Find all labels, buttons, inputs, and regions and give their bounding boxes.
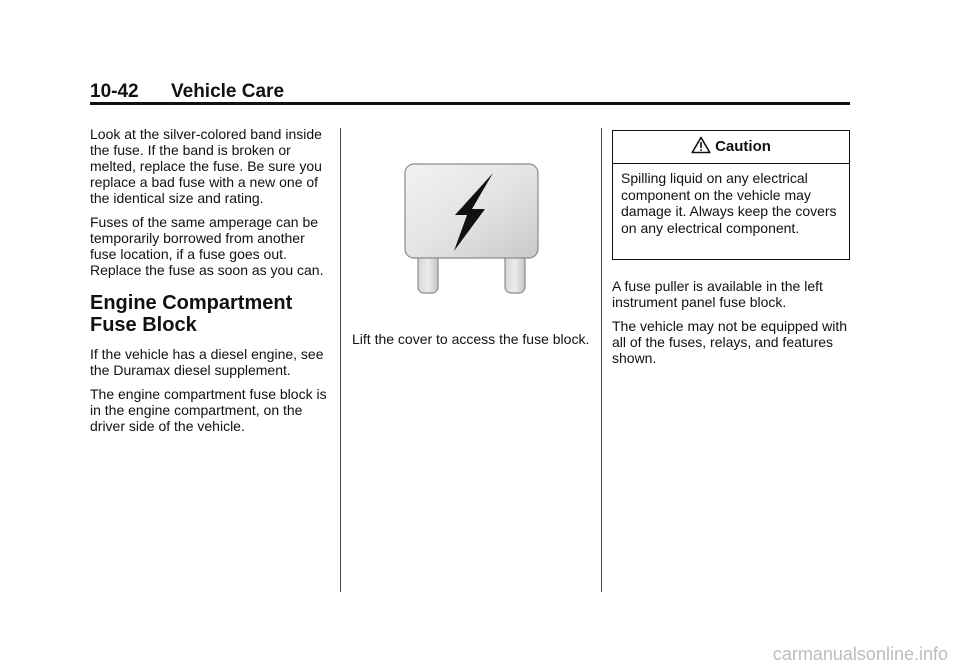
column-divider-right bbox=[601, 128, 602, 592]
caution-header bbox=[613, 131, 849, 164]
paragraph: The vehicle may not be equipped with all of the fuses, relays, and features shown. bbox=[612, 318, 848, 366]
caution-body: Spilling liquid on any electrical component on the vehicle may damage it. Always keep the covers on any electrical component. bbox=[621, 170, 837, 236]
paragraph: A fuse puller is available in the left instrument panel fuse block. bbox=[612, 278, 823, 310]
page-number: 10-42 bbox=[90, 81, 139, 102]
paragraph: The engine compartment fuse block is in the engine compartment, on the driver side of the vehicle. bbox=[90, 386, 327, 434]
section-title: Vehicle Care bbox=[171, 81, 285, 102]
paragraph: Fuses of the same amperage can be temporarily borrowed from another fuse location, if a fuse goes out. Replace the fuse as soon as you can. bbox=[90, 214, 324, 278]
warning-triangle-icon bbox=[691, 136, 711, 159]
column-middle-text bbox=[352, 331, 592, 347]
column-divider-left bbox=[340, 128, 341, 592]
subheading: Engine Compartment Fuse Block bbox=[90, 292, 293, 336]
fuse-lightning-icon bbox=[404, 163, 539, 296]
watermark: carmanualsonline.info bbox=[772, 644, 948, 664]
caution-title: Caution bbox=[715, 138, 771, 155]
header-rule bbox=[90, 102, 850, 105]
page-header bbox=[90, 81, 850, 103]
paragraph: Look at the silver-colored band inside the fuse. If the band is broken or melted, replace the fuse. Be sure you replace a bad fuse with a new one of the identical size and rating. bbox=[90, 126, 322, 206]
paragraph: Lift the cover to access the fuse block. bbox=[352, 331, 590, 347]
column-right-text bbox=[612, 278, 852, 374]
paragraph: If the vehicle has a diesel engine, see the Duramax diesel supplement. bbox=[90, 346, 324, 378]
column-left bbox=[90, 126, 334, 442]
caution-box bbox=[612, 130, 850, 260]
